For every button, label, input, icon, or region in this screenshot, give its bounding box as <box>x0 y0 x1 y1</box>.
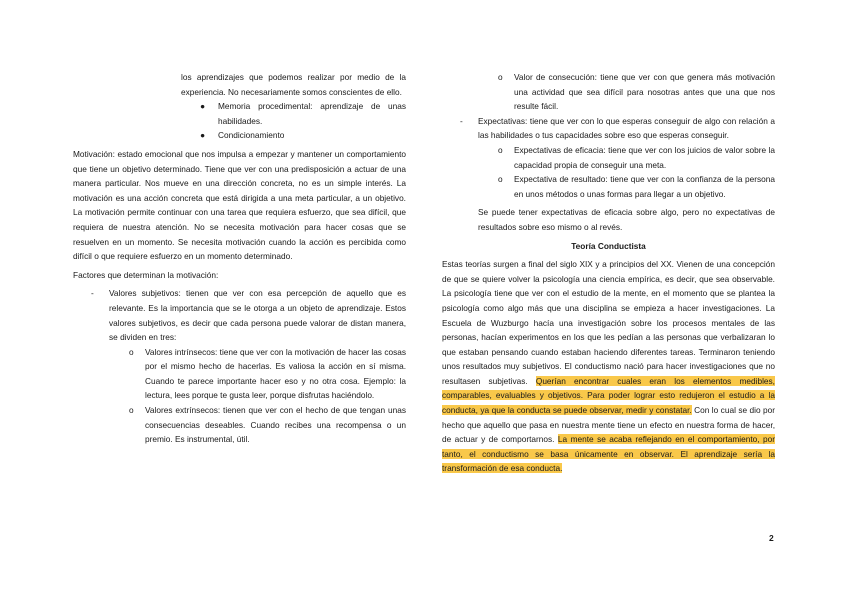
circle-bullet-icon: o <box>498 72 503 82</box>
list-item-text: Expectativas de eficacia: tiene que ver con los juicios de valor sobre la capacidad propia de conseguir una meta. <box>514 144 775 170</box>
paragraph-text: Con lo cual se dio por hecho que aquello que pasa en nuestra mente tiene un efecto en nuestra forma de hacer, de actuar y de comportarnos. <box>442 405 775 445</box>
list-item <box>129 345 406 403</box>
list-item <box>460 114 775 143</box>
paragraph-text: Estas teorías surgen a final del siglo XIX y a principios del XX. Vienen de una concepción de que se quiere volver la psicología una ciencia empírica, es decir, que sea observable. La psicología tiene que ver con el estudio de la mente, en el momento que se plantea la psicología como algo más que una disciplina se empieza a hacer investigaciones. La Escuela de Wuzburgo hacía una investigación sobre los procesos mentales de las personas, hacían experimentos en los que les pedían a las personas que verbalizaran lo que estaban pensando cuando estaban haciendo diferentes tareas. Terminaron teniendo unos resultados muy subjetivos. El conductismo nació para hacer investigaciones que no resultasen subjetivas. <box>442 259 775 386</box>
list-item-text: Memoria procedimental: aprendizaje de unas habilidades. <box>218 101 406 126</box>
circle-bullet-icon: o <box>129 405 134 416</box>
right-column <box>442 70 775 476</box>
list-item <box>129 403 406 447</box>
bullet-icon: ● <box>200 101 206 112</box>
list-item <box>498 143 775 172</box>
conductista-paragraph <box>442 257 775 476</box>
factores-list <box>73 286 406 344</box>
dash-icon: - <box>460 115 463 126</box>
list-item-text: Valores extrínsecos: tienen que ver con el hecho de que tengan unas consecuencias deseables. Cuando recibes una recompensa o un premio. Es instrumental, útil. <box>145 405 406 445</box>
circle-bullet-icon: o <box>498 174 503 185</box>
memory-bullet-list <box>73 99 406 143</box>
valor-consecucion-list <box>442 70 775 114</box>
highlighted-text: La mente se acaba reflejando en el comportamiento, por tanto, el conductismo se basa únicamente en observar. El aprendizaje sería la transformación de esa conducta. <box>442 434 775 474</box>
expectativas-list <box>442 114 775 143</box>
page-number: 2 <box>769 533 774 543</box>
list-item <box>200 128 406 143</box>
list-item-text: Valor de consecución: tiene que ver con que genera más motivación una actividad que sea difícil para nosotras antes que una que nos resulte fácil. <box>514 72 775 112</box>
motivacion-paragraph: Motivación: estado emocional que nos impulsa a empezar y mantener un comportamiento que tiene un objetivo determinado. Tiene que ver con una predisposición a actuar de una manera particular. Nos mueve en una dirección concreta, no es un simple interés. La motivación es una acción concreta que está dirigida a una meta particular, a un objetivo. La motivación permite continuar con una tarea que requiera esfuerzo, que sea difícil, que requiera de nuestra atención. No se necesita motivación para hacer cosas que se resuelven en un momento. Se necesita motivación cuando la acción es percibida como difícil o que requiere esfuerzo en un momento determinado. <box>73 148 406 262</box>
list-item <box>498 172 775 201</box>
highlighted-text: Querían encontrar cuales eran los elementos medibles, comparables, evaluables y objetivos. Para poder lograr esto redujeron el estudio a la conducta, ya que la conducta se puede observar, medir y constatar. <box>442 375 775 416</box>
list-item <box>498 70 775 114</box>
bullet-icon: ● <box>200 130 206 141</box>
list-item-text: Valores subjetivos: tienen que ver con esa percepción de aquello que es relevante. Es la importancia que se le otorga a un objeto de aprendizaje. Estos valores subjetivos, es decir que cada persona puede valorar de distan manera, se dividen en tres: <box>109 288 406 343</box>
factores-heading: Factores que determinan la motivación: <box>73 269 219 280</box>
list-item-text: Condicionamiento <box>218 130 285 141</box>
expectativas-sublist <box>442 143 775 201</box>
list-item <box>200 99 406 128</box>
valores-sublist <box>73 345 406 447</box>
list-item-text: Expectativas: tiene que ver con lo que esperas conseguir de algo con relación a las habilidades o tus capacidades sobre eso que esperas conseguir. <box>478 115 775 141</box>
list-item <box>91 286 406 344</box>
intro-continuation: los aprendizajes que podemos realizar por medio de la experiencia. No necesariamente somos conscientes de ello. <box>181 72 406 97</box>
circle-bullet-icon: o <box>129 346 134 357</box>
list-item-text: Expectativa de resultado: tiene que ver con la confianza de la persona en unos métodos o unas formas para llegar a un objetivo. <box>514 174 775 199</box>
dash-icon: - <box>91 288 94 299</box>
expectativas-note: Se puede tener expectativas de eficacia sobre algo, pero no expectativas de resultados sobre eso mismo o al revés. <box>478 207 775 232</box>
circle-bullet-icon: o <box>498 144 503 155</box>
section-heading: Teoría Conductista <box>571 240 646 251</box>
left-column <box>73 70 406 447</box>
list-item-text: Valores intrínsecos: tiene que ver con la motivación de hacer las cosas por el mismo hecho de hacerlas. Es valiosa la acción en sí misma. Cuando te parece importante hacer eso y no otra cosa. Ejemplo: la lectura, lees porque te gusta leer, porque disfrutas haciéndolo. <box>145 346 406 401</box>
